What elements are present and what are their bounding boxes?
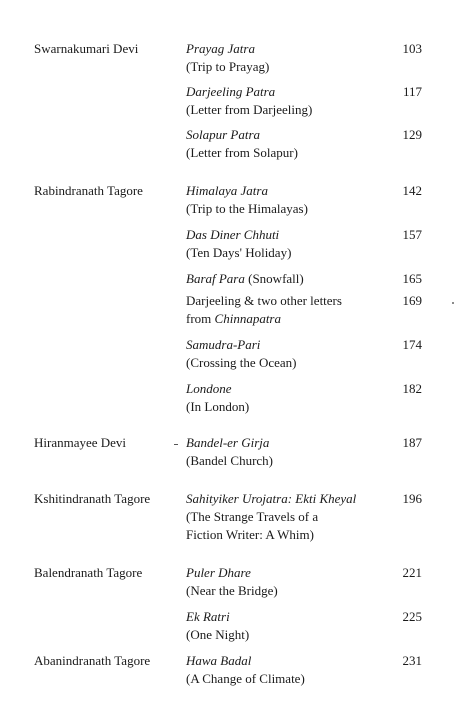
toc-entry: [186, 652, 396, 688]
toc-entry: [186, 226, 396, 262]
entry-title: Londone: [186, 381, 232, 396]
toc-entry: [186, 292, 396, 328]
entry-title: Darjeeling Patra: [186, 84, 276, 99]
page-number: 196: [402, 491, 422, 506]
entry-subtitle: (Crossing the Ocean): [186, 355, 297, 370]
toc-entry: [186, 83, 396, 119]
entry-title: Himalaya Jatra: [186, 183, 268, 198]
entry-title: Chinnapatra: [214, 311, 281, 326]
entry-title: Das Diner Chhuti: [186, 227, 280, 242]
page-number: 142: [402, 183, 422, 198]
toc-entry: [186, 182, 396, 218]
toc-entry: [186, 434, 396, 470]
page-number: 225: [402, 609, 422, 624]
page-number: 174: [402, 337, 422, 352]
author-name: Kshitindranath Tagore: [34, 491, 151, 506]
author-name: Hiranmayee Devi: [34, 435, 127, 450]
entry-title: Baraf Para: [186, 271, 245, 286]
entry-subtitle: (One Night): [186, 627, 250, 642]
entry-subtitle: (Ten Days' Holiday): [186, 245, 292, 260]
entry-title: Prayag Jatra: [186, 41, 255, 56]
author-name: Swarnakumari Devi: [34, 41, 139, 56]
toc-entry: [186, 380, 396, 416]
entry-title: Hawa Badal: [186, 653, 252, 668]
toc-entry: [186, 336, 396, 372]
page-number: 182: [402, 381, 422, 396]
page-number: 103: [402, 41, 422, 56]
entry-subtitle-line-2: Fiction Writer: A Whim): [186, 527, 314, 542]
entry-title: Solapur Patra: [186, 127, 261, 142]
entry-subtitle: (Bandel Church): [186, 453, 274, 468]
entry-title-suffix: (Snowfall): [244, 271, 304, 286]
entry-title-prefix-2: from: [186, 311, 215, 326]
toc-entry: [186, 126, 396, 162]
entry-title: Bandel-er Girja: [186, 435, 270, 450]
page-number: 231: [402, 653, 422, 668]
entry-subtitle: (Letter from Darjeeling): [186, 102, 313, 117]
entry-title: Ek Ratri: [186, 609, 230, 624]
toc-entry: [186, 564, 396, 600]
entry-subtitle: (The Strange Travels of a: [186, 509, 319, 524]
page-number: 169: [402, 293, 422, 308]
page-number: 129: [402, 127, 422, 142]
page-number: 187: [402, 435, 422, 450]
toc-entry: [186, 608, 396, 644]
toc-entry: [186, 270, 396, 288]
toc-entry: [186, 40, 396, 76]
entry-title-prefix: Darjeeling & two other letters: [186, 293, 342, 308]
stray-dash-mark: [174, 444, 178, 445]
entry-subtitle: (Trip to Prayag): [186, 59, 270, 74]
scan-speck: [452, 302, 454, 304]
entry-subtitle: (Trip to the Himalayas): [186, 201, 308, 216]
author-name: Balendranath Tagore: [34, 565, 143, 580]
page-number: 117: [402, 84, 422, 99]
toc-entry: [186, 490, 400, 544]
author-name: Abanindranath Tagore: [34, 653, 151, 668]
author-name: Rabindranath Tagore: [34, 183, 143, 198]
entry-subtitle: (Letter from Solapur): [186, 145, 298, 160]
page-number: 165: [402, 271, 422, 286]
page-number: 221: [402, 565, 422, 580]
page-number: 157: [402, 227, 422, 242]
entry-title: Puler Dhare: [186, 565, 251, 580]
entry-subtitle: (Near the Bridge): [186, 583, 278, 598]
entry-subtitle: (In London): [186, 399, 250, 414]
entry-title: Samudra-Pari: [186, 337, 261, 352]
entry-subtitle: (A Change of Climate): [186, 671, 305, 686]
entry-title: Sahityiker Urojatra: Ekti Kheyal: [186, 491, 357, 506]
